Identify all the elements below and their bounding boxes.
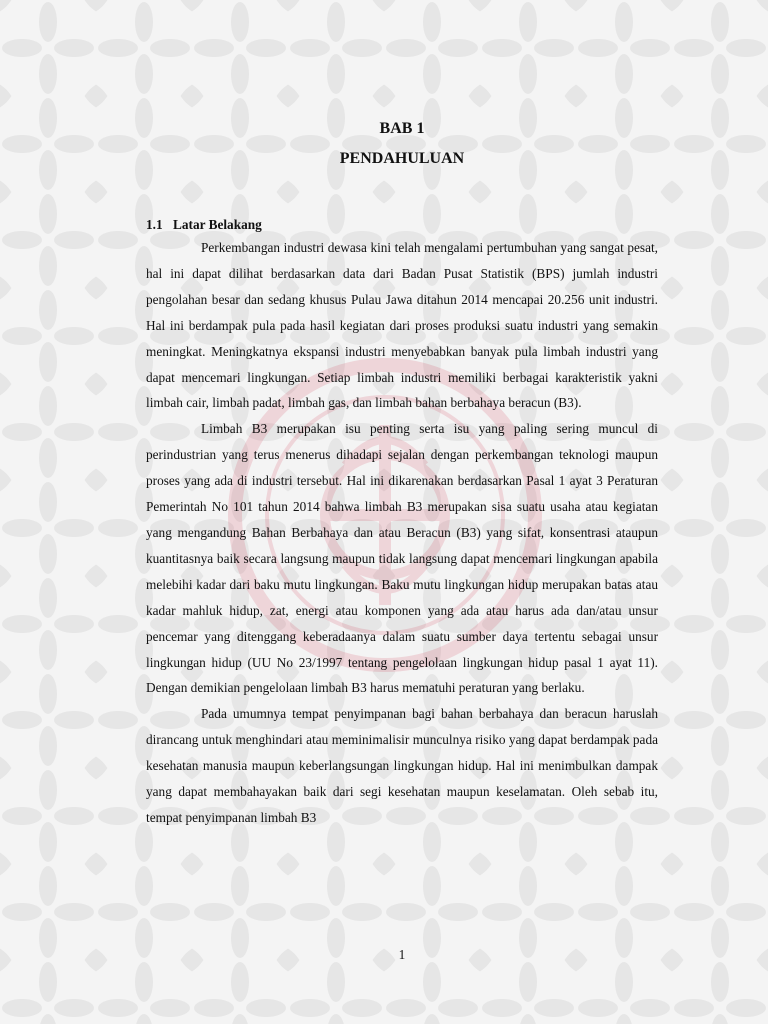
body-text bbox=[146, 235, 658, 831]
paragraph: Pada umumnya tempat penyimpanan bagi bahan berbahaya dan beracun haruslah dirancang untuk menghindari atau meminimalisir munculnya risiko yang dapat berdampak pada kesehatan manusia maupun keberlangsungan lingkungan hidup. Hal ini menimbulkan dampak yang dapat membahayakan baik dari segi kesehatan maupun keselamatan. Oleh sebab itu, tempat penyimpanan limbah B3 bbox=[146, 706, 658, 825]
section-title: Latar Belakang bbox=[173, 217, 262, 232]
document-page bbox=[146, 0, 658, 1024]
section-number: 1.1 bbox=[146, 217, 163, 232]
section-heading bbox=[146, 217, 262, 233]
paragraph: Limbah B3 merupakan isu penting serta isu yang paling sering muncul di perindustrian yang terus menerus dihadapi sejalan dengan perkembangan teknologi maupun proses yang ada di industri tersebut. Hal ini dikarenakan berdasarkan Pasal 1 ayat 3 Peraturan Pemerintah No 101 tahun 2014 bahwa limbah B3 merupakan sisa suatu usaha atau kegiatan yang mengandung Bahan Berbahaya dan atau Beracun (B3) yang sifat, konsentrasi ataupun kuantitasnya baik secara langsung maupun tidak langsung dapat mencemari lingkungan apabila melebihi kadar dari baku mutu lingkungan. Baku mutu lingkungan hidup merupakan batas atau kadar mahluk hidup, zat, energi atau komponen yang ada atau harus ada dan/atau unsur pencemar yang ditenggang keberadaanya dalam suatu sumber daya tertentu sebagai unsur lingkungan hidup (UU No 23/1997 tentang pengelolaan lingkungan hidup pasal 1 ayat 11). Dengan demikian pengelolaan limbah B3 harus mematuhi peraturan yang berlaku. bbox=[146, 421, 658, 696]
page-number: 1 bbox=[398, 947, 406, 962]
chapter-title: PENDAHULUAN bbox=[339, 150, 465, 167]
paragraph: Perkembangan industri dewasa kini telah mengalami pertumbuhan yang sangat pesat, hal ini dapat dilihat berdasarkan data dari Badan Pusat Statistik (BPS) jumlah industri pengolahan besar dan sedang khusus Pulau Jawa ditahun 2014 mencapai 20.256 unit industri. Hal ini berdampak pula pada hasil kegiatan dari proses produksi suatu industri yang semakin meningkat. Meningkatnya ekspansi industri menyebabkan banyak pula limbah industri yang dapat mencemari lingkungan. Setiap limbah industri memiliki berbagai karakteristik yakni limbah cair, limbah padat, limbah gas, dan limbah bahan berbahaya beracun (B3). bbox=[146, 240, 658, 411]
chapter-number: BAB 1 bbox=[379, 120, 425, 137]
